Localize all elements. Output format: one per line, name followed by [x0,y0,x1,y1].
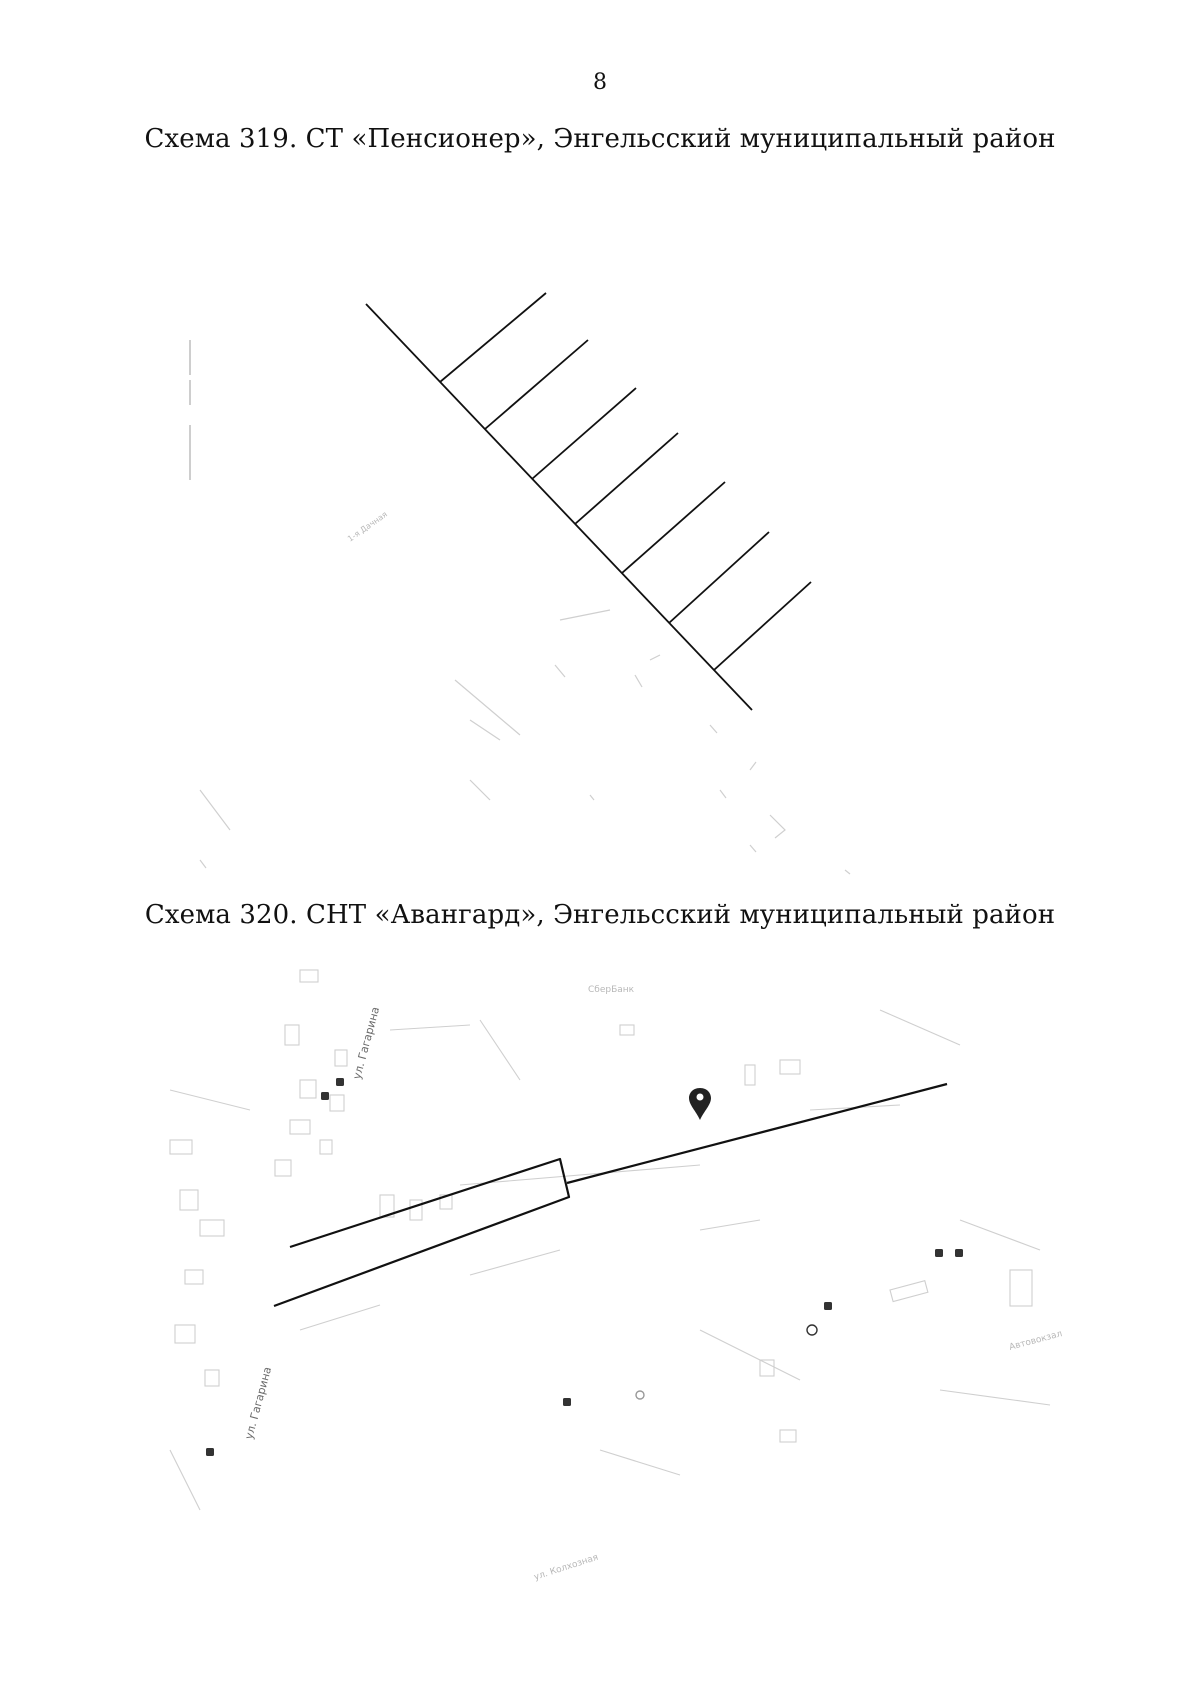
faint-road [170,1090,250,1110]
scheme-319-boundary [366,293,811,710]
boundary-tick [485,340,588,429]
building-block [335,1050,347,1066]
scheme-320-map [0,950,1200,1600]
label-street-gagarina-bottom: ул. Гагарина [242,1365,275,1441]
faint-road [200,790,230,830]
building-block [780,1060,800,1074]
faint-road [470,780,490,800]
faint-road [700,1220,760,1230]
boundary-tick [532,388,636,479]
faint-road [460,1165,700,1185]
building-block [300,1080,316,1098]
faint-road [200,860,206,868]
scheme-320-boundary [274,1084,947,1306]
boundary-tick [622,482,725,573]
building-block [180,1190,198,1210]
boundary-west-section [274,1159,569,1306]
building-block [745,1065,755,1085]
faint-road [960,1220,1040,1250]
faint-road [170,1450,200,1510]
faint-road [555,665,565,677]
building-block [620,1025,634,1035]
faint-road [650,655,660,660]
building-block [285,1025,299,1045]
faint-road [700,1330,800,1380]
faint-road [455,680,520,735]
faint-road [470,1250,560,1275]
scheme-319-map [0,240,1200,890]
boundary-tick [440,293,546,382]
misc-poi-icons [636,1325,817,1399]
building-block [320,1140,332,1154]
bus-stop-icon [955,1249,963,1257]
label-street-right: Автовокзал [1008,1329,1064,1353]
circle-poi-icon [636,1391,644,1399]
building-block [330,1095,344,1111]
building-block [175,1325,195,1343]
bus-stop-icon [321,1092,329,1100]
faint-road [750,762,756,770]
building-block [170,1140,192,1154]
faint-road [845,870,850,874]
faint-road [600,1450,680,1475]
boundary-east-line [567,1084,947,1183]
faint-road [480,1020,520,1080]
faint-road [710,725,717,733]
bus-stop-icon [206,1448,214,1456]
page-number: 8 [593,70,607,95]
faint-road [750,845,756,852]
building-block [410,1200,422,1220]
scheme-320-caption: Схема 320. СНТ «Авангард», Энгельсский муниципальный район [144,900,1056,930]
faint-road [940,1390,1050,1405]
building-block [290,1120,310,1134]
scheme-319-caption: Схема 319. СТ «Пенсионер», Энгельсский муниципальный район [144,124,1056,154]
faint-road [590,795,594,800]
bus-stop-icon [563,1398,571,1406]
building-block [780,1430,796,1442]
faint-road [720,790,726,798]
bus-stop-icon [336,1078,344,1086]
faint-road [300,1305,380,1330]
scheme-319-background [190,340,850,874]
label-sberbank: СберБанк [588,985,635,995]
building-block [185,1270,203,1284]
faint-road [635,675,642,687]
faint-road [390,1025,470,1030]
scheme-319-map-canvas [0,240,1200,890]
location-pin-icon [689,1088,711,1120]
label-street-bottom: ул. Колхозная [532,1552,600,1583]
boundary-tick [714,582,811,670]
bus-stop-icon [935,1249,943,1257]
boundary-tick [669,532,769,623]
scheme-320-background [170,970,1050,1510]
building-block [890,1281,928,1302]
building-block [275,1160,291,1176]
faint-road [560,610,610,620]
label-street-gagarina-top: ул. Гагарина [350,1005,383,1081]
boundary-tick [575,433,678,524]
building-block [300,970,318,982]
street-label-1st-dachnaya: 1-я Дачная [345,509,389,544]
faint-road [880,1010,960,1045]
building-block [205,1370,219,1386]
bus-stop-icons [206,1078,963,1456]
scheme-320-map-canvas [0,950,1200,1600]
building-block [200,1220,224,1236]
building-block [760,1360,774,1376]
faint-road [470,720,500,740]
circle-poi-icon [807,1325,817,1335]
bus-stop-icon [824,1302,832,1310]
faint-road [770,815,785,838]
building-block [1010,1270,1032,1306]
